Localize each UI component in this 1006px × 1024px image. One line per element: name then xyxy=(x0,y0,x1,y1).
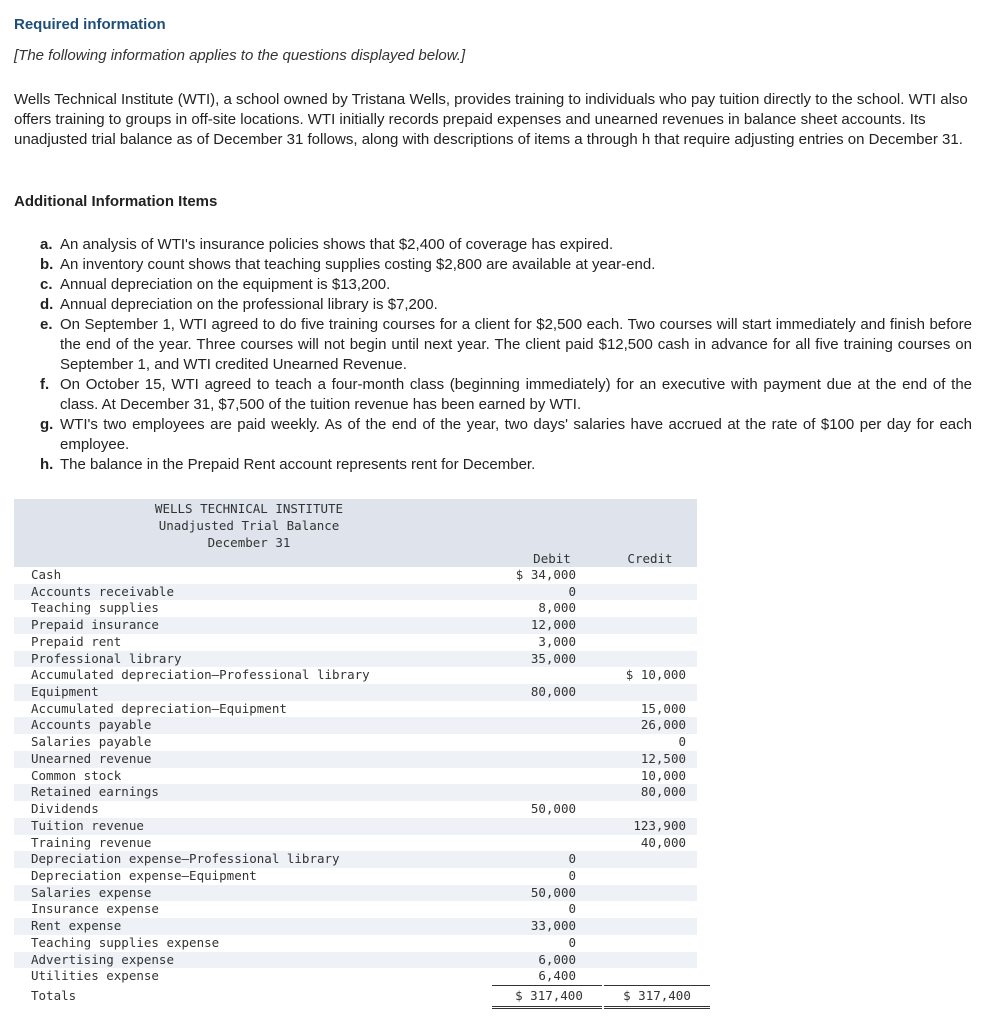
debit-amount: 50,000 xyxy=(530,801,576,817)
debit-double-rule-1 xyxy=(492,1006,602,1007)
table-row xyxy=(14,734,697,751)
item-letter: e. xyxy=(40,316,53,333)
item-letter: h. xyxy=(40,456,54,473)
item-text: An analysis of WTI's insurance policies shows that $2,400 of coverage has expired. xyxy=(60,236,614,253)
item-text: The balance in the Prepaid Rent account represents rent for December. xyxy=(60,456,536,473)
table-row xyxy=(14,600,697,617)
account-name: Advertising expense xyxy=(31,951,174,967)
credit-amount: 80,000 xyxy=(640,784,686,800)
list-item xyxy=(40,275,972,295)
table-row xyxy=(14,768,697,785)
table-row xyxy=(14,634,697,651)
intro-paragraph: Wells Technical Institute (WTI), a school owned by Tristana Wells, provides training to individuals who pay tuition directly to the school. WTI also offers training to groups in off-site locations. WTI initially records prepaid expenses and unearned revenues in balance sheet accounts. Its unadjusted trial balance as of December 31 follows, along with descriptions of items a through h that require adjusting entries on December 31. xyxy=(14,91,968,148)
account-name: Training revenue xyxy=(31,834,152,850)
list-item xyxy=(40,455,972,475)
account-name: Depreciation expense—Professional library xyxy=(31,851,340,867)
debit-amount: 0 xyxy=(568,851,576,867)
account-name: Tuition revenue xyxy=(31,817,144,833)
item-text: WTI's two employees are paid weekly. As of the end of the year, two days' salaries have accrued at the rate of $100 per day for each employee. xyxy=(60,416,972,453)
account-name: Rent expense xyxy=(31,918,122,934)
item-text: On September 1, WTI agreed to do five training courses for a client for $2,500 each. Two courses will start immediately and finish before the end of the year. Three courses will not begin until next year. The client paid $12,500 cash in advance for all five training courses on September 1, and WTI credited Unearned Revenue. xyxy=(60,316,972,373)
table-row xyxy=(14,868,697,885)
debit-amount: 8,000 xyxy=(538,600,576,616)
account-name: Insurance expense xyxy=(31,901,159,917)
debit-amount: 35,000 xyxy=(530,650,576,666)
item-letter: d. xyxy=(40,296,54,313)
debit-double-rule-2 xyxy=(492,1008,602,1009)
account-name: Depreciation expense—Equipment xyxy=(31,867,257,883)
item-text: An inventory count shows that teaching supplies costing $2,800 are available at year-end. xyxy=(60,256,656,273)
item-text: Annual depreciation on the equipment is $13,200. xyxy=(60,276,391,293)
trial-balance-header xyxy=(14,499,697,567)
required-information-title: Required information xyxy=(14,16,166,33)
debit-amount: 0 xyxy=(568,901,576,917)
table-row xyxy=(14,801,697,818)
table-row xyxy=(14,885,697,902)
item-letter: b. xyxy=(40,256,54,273)
list-item xyxy=(40,315,972,375)
debit-amount: 0 xyxy=(568,583,576,599)
account-name: Teaching supplies xyxy=(31,600,159,616)
table-row xyxy=(14,918,697,935)
debit-amount: 3,000 xyxy=(538,633,576,649)
account-name: Accumulated depreciation—Equipment xyxy=(31,700,287,716)
account-name: Unearned revenue xyxy=(31,750,152,766)
item-letter: a. xyxy=(40,236,53,253)
debit-amount: 6,400 xyxy=(538,968,576,984)
debit-amount: $ 34,000 xyxy=(515,567,576,582)
table-row xyxy=(14,684,697,701)
credit-column-header: Credit xyxy=(627,551,673,566)
table-row xyxy=(14,818,697,835)
trial-balance-table xyxy=(14,499,697,1009)
list-item xyxy=(40,255,972,275)
table-row xyxy=(14,784,697,801)
credit-total: $ 317,400 xyxy=(623,987,691,1003)
table-row xyxy=(14,651,697,668)
debit-amount: 0 xyxy=(568,934,576,950)
table-row xyxy=(14,617,697,634)
list-item xyxy=(40,235,972,255)
list-item xyxy=(40,375,972,415)
table-row xyxy=(14,751,697,768)
credit-double-rule-2 xyxy=(604,1008,710,1009)
table-row xyxy=(14,701,697,718)
debit-column-header: Debit xyxy=(533,551,571,566)
debit-amount: 33,000 xyxy=(530,918,576,934)
credit-double-rule-1 xyxy=(604,1006,710,1007)
account-name: Prepaid insurance xyxy=(31,617,159,633)
totals-label: Totals xyxy=(31,987,77,1003)
item-text: On October 15, WTI agreed to teach a four-month class (beginning immediately) for an executive with payment due at the end of the class. At December 31, $7,500 of the tuition revenue has been earned by WTI. xyxy=(60,376,972,413)
table-row xyxy=(14,667,697,684)
credit-amount: 10,000 xyxy=(640,767,686,783)
table-row xyxy=(14,835,697,852)
debit-amount: 6,000 xyxy=(538,951,576,967)
debit-amount: 0 xyxy=(568,867,576,883)
statement-date: December 31 xyxy=(207,535,291,550)
credit-amount: 123,900 xyxy=(633,817,686,833)
table-row xyxy=(14,584,697,601)
table-row xyxy=(14,567,697,584)
account-name: Common stock xyxy=(31,767,122,783)
account-name: Dividends xyxy=(31,801,99,817)
info-note: [The following information applies to the questions displayed below.] xyxy=(14,47,466,64)
account-name: Prepaid rent xyxy=(31,633,122,649)
credit-amount: 0 xyxy=(678,734,686,750)
account-name: Accounts receivable xyxy=(31,583,174,599)
debit-amount: 50,000 xyxy=(530,884,576,900)
account-name: Cash xyxy=(31,567,62,582)
item-text: Annual depreciation on the professional library is $7,200. xyxy=(60,296,438,313)
debit-amount: 12,000 xyxy=(530,617,576,633)
debit-total: $ 317,400 xyxy=(515,987,583,1003)
list-item xyxy=(40,415,972,455)
table-row xyxy=(14,851,697,868)
account-name: Teaching supplies expense xyxy=(31,934,220,950)
table-row xyxy=(14,901,697,918)
statement-title: Unadjusted Trial Balance xyxy=(158,518,340,533)
item-letter: g. xyxy=(40,416,54,433)
table-row xyxy=(14,717,697,734)
table-row xyxy=(14,968,697,985)
account-name: Professional library xyxy=(31,650,182,666)
company-name: WELLS TECHNICAL INSTITUTE xyxy=(154,501,344,516)
credit-amount: 40,000 xyxy=(640,834,686,850)
account-name: Accumulated depreciation—Professional library xyxy=(31,667,370,683)
trial-balance-rows xyxy=(14,567,697,985)
account-name: Equipment xyxy=(31,684,99,700)
credit-amount: $ 10,000 xyxy=(625,667,686,683)
debit-amount: 80,000 xyxy=(530,684,576,700)
account-name: Salaries expense xyxy=(31,884,152,900)
totals-row xyxy=(14,985,697,1009)
additional-info-title: Additional Information Items xyxy=(14,193,218,210)
credit-amount: 15,000 xyxy=(640,700,686,716)
account-name: Retained earnings xyxy=(31,784,159,800)
list-item xyxy=(40,295,972,315)
account-name: Accounts payable xyxy=(31,717,152,733)
account-name: Salaries payable xyxy=(31,734,152,750)
item-letter: f. xyxy=(40,376,50,393)
account-name: Utilities expense xyxy=(31,968,159,984)
additional-info-list xyxy=(40,235,972,475)
item-letter: c. xyxy=(40,276,53,293)
credit-amount: 26,000 xyxy=(640,717,686,733)
table-row xyxy=(14,952,697,969)
table-row xyxy=(14,935,697,952)
credit-amount: 12,500 xyxy=(640,750,686,766)
